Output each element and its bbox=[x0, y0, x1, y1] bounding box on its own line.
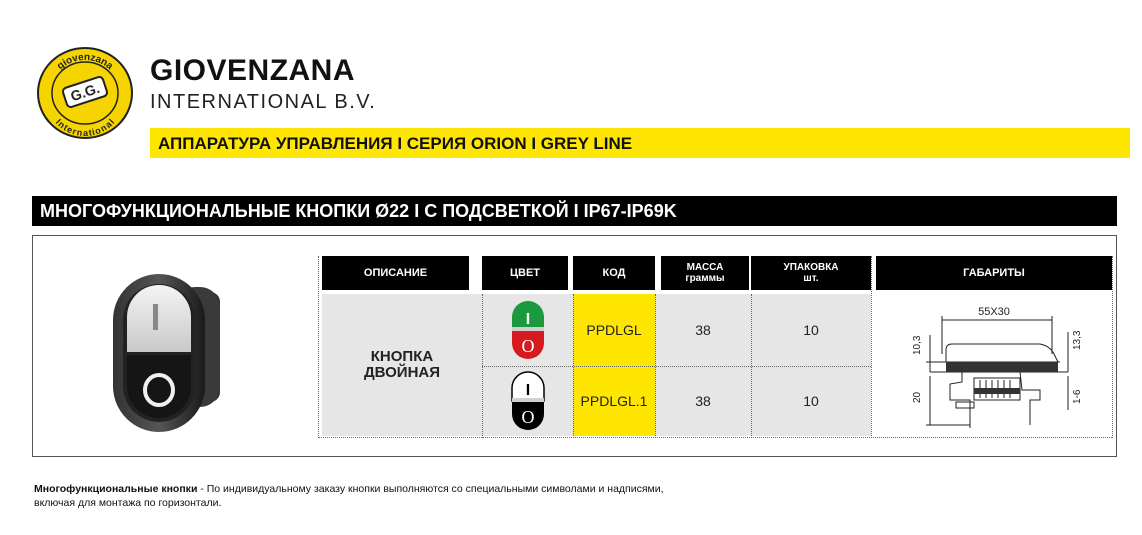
footnote bbox=[34, 483, 934, 510]
logo-ring-bottom: International bbox=[53, 117, 117, 139]
pack-1: 10 bbox=[803, 322, 819, 338]
button-white-black-icon bbox=[511, 371, 545, 431]
header-pack-label: УПАКОВКА bbox=[783, 262, 839, 273]
dim-left-lower: 20 bbox=[912, 391, 923, 403]
header-code: КОД bbox=[573, 256, 655, 290]
grid-line bbox=[482, 366, 871, 367]
green-symbol: I bbox=[525, 311, 530, 328]
mass-cell-1 bbox=[655, 294, 751, 366]
description-line-1: КНОПКА bbox=[370, 347, 434, 365]
pack-cell-1 bbox=[751, 294, 871, 366]
header-mass bbox=[661, 256, 749, 290]
subtitle-text: АППАРАТУРА УПРАВЛЕНИЯ I СЕРИЯ ORION I GREY LINE bbox=[158, 134, 633, 153]
header-pack bbox=[751, 256, 871, 290]
mass-1: 38 bbox=[695, 322, 711, 338]
brand-name: GIOVENZANA bbox=[150, 54, 356, 87]
logo-ring-top: giovenzana bbox=[55, 51, 115, 72]
dim-left-upper: 10,3 bbox=[912, 335, 923, 355]
grid-line bbox=[318, 256, 319, 438]
code-cell-2 bbox=[573, 366, 655, 436]
pack-cell-2 bbox=[751, 366, 871, 436]
section-title: МНОГОФУНКЦИОНАЛЬНЫЕ КНОПКИ Ø22 I С ПОДСВЕТКОЙ I IP67-IP69K bbox=[40, 201, 677, 221]
double-push-button-photo bbox=[95, 262, 245, 442]
header-color: ЦВЕТ bbox=[482, 256, 568, 290]
footnote-bold: Многофункциональные кнопки bbox=[34, 483, 198, 495]
header-description: ОПИСАНИЕ bbox=[322, 256, 469, 290]
header-mass-label: МАССА bbox=[686, 262, 724, 273]
subtitle-bar bbox=[150, 128, 1130, 158]
section-title-bar bbox=[32, 196, 1117, 226]
description-line-2: ДВОЙНАЯ bbox=[363, 364, 441, 381]
header-mass-unit: граммы bbox=[685, 273, 725, 284]
footnote-line-2: включая для монтажа по горизонтали. bbox=[34, 496, 222, 509]
giovenzana-logo bbox=[36, 46, 134, 140]
grid-line bbox=[871, 256, 872, 438]
description-cell bbox=[322, 294, 482, 436]
pack-2: 10 bbox=[803, 393, 819, 409]
color-cell-white-black bbox=[482, 366, 573, 436]
footnote-text: - По индивидуальному заказу кнопки выполняются со специальными символами и надписями, bbox=[197, 483, 664, 495]
code-cell-1 bbox=[573, 294, 655, 366]
black-symbol: O bbox=[521, 407, 534, 427]
dim-right-lower: 1-6 bbox=[1072, 389, 1083, 404]
dimensions-drawing bbox=[890, 300, 1090, 435]
brand-subname: INTERNATIONAL B.V. bbox=[150, 91, 377, 113]
code-1: PPDLGL bbox=[586, 322, 642, 338]
grid-line bbox=[1112, 256, 1113, 438]
dim-right-upper: 13,3 bbox=[1072, 330, 1083, 350]
mass-cell-2 bbox=[655, 366, 751, 436]
white-symbol: I bbox=[525, 382, 530, 399]
mass-2: 38 bbox=[695, 393, 711, 409]
header-dimensions: ГАБАРИТЫ bbox=[876, 256, 1112, 290]
button-green-red-icon bbox=[511, 300, 545, 360]
code-2: PPDLGL.1 bbox=[580, 393, 648, 409]
logo-center: G.G. bbox=[68, 79, 102, 105]
grid-line bbox=[318, 437, 1112, 438]
color-cell-green-red bbox=[482, 294, 573, 366]
dim-top: 55X30 bbox=[978, 306, 1010, 318]
red-symbol: O bbox=[521, 336, 534, 356]
header-pack-unit: шт. bbox=[803, 273, 819, 284]
